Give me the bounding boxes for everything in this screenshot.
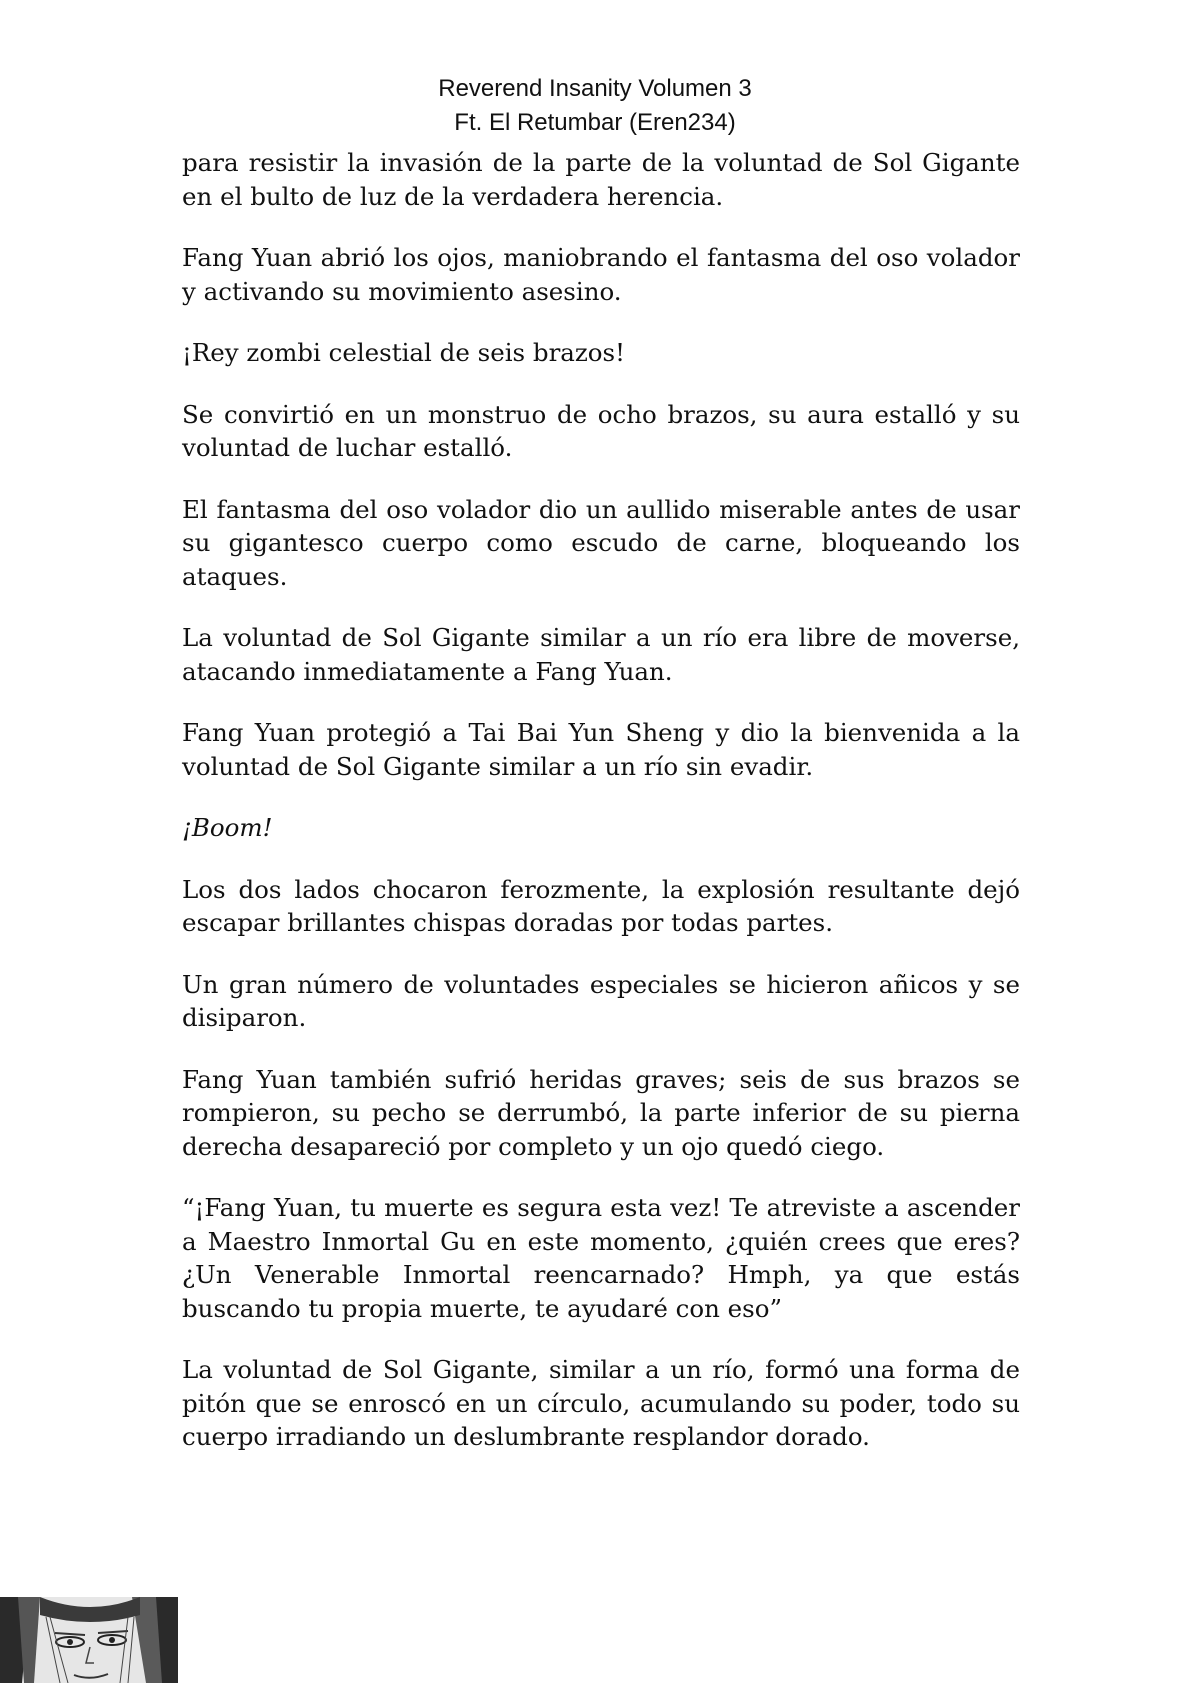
paragraph-13: La voluntad de Sol Gigante, similar a un río, formó una forma de pitón que se enroscó en un círculo, acumulando su poder, todo su cuerpo irradiando un deslumbrante resplandor dorado. — [182, 1355, 1020, 1451]
manga-character-portrait-icon — [0, 1597, 178, 1683]
paragraph-8: ¡Boom! — [182, 813, 273, 842]
paragraph-10: Un gran número de voluntades especiales se hicieron añicos y se disiparon. — [182, 969, 1020, 1032]
header-subtitle: Ft. El Retumbar (Eren234) — [454, 109, 736, 136]
paragraph-2: Fang Yuan abrió los ojos, maniobrando el fantasma del oso volador y activando su movimiento asesino. — [182, 243, 1020, 306]
paragraph-12: “¡Fang Yuan, tu muerte es segura esta vez! Te atreviste a ascender a Maestro Inmortal Gu en este momento, ¿quién crees que eres? ¿Un Venerable Inmortal reencarnado? Hmph, ya que estás buscando tu propia muerte, te ayudaré con eso” — [182, 1193, 1020, 1323]
portrait-drawing — [0, 1597, 178, 1683]
page-header — [0, 72, 1190, 140]
paragraph-4: Se convirtió en un monstruo de ocho brazos, su aura estalló y su voluntad de luchar estalló. — [182, 399, 1020, 462]
paragraph-7: Fang Yuan protegió a Tai Bai Yun Sheng y dio la bienvenida a la voluntad de Sol Gigante similar a un río sin evadir. — [182, 718, 1020, 781]
paragraph-9: Los dos lados chocaron ferozmente, la explosión resultante dejó escapar brillantes chispas doradas por todas partes. — [182, 874, 1020, 937]
paragraph-5: El fantasma del oso volador dio un aullido miserable antes de usar su gigantesco cuerpo como escudo de carne, bloqueando los ataques. — [182, 494, 1020, 591]
body-text — [182, 146, 1020, 1482]
paragraph-1: para resistir la invasión de la parte de la voluntad de Sol Gigante en el bulto de luz de la verdadera herencia. — [182, 148, 1020, 211]
paragraph-6: La voluntad de Sol Gigante similar a un río era libre de moverse, atacando inmediatamente a Fang Yuan. — [182, 623, 1020, 686]
paragraph-11: Fang Yuan también sufrió heridas graves; seis de sus brazos se rompieron, su pecho se derrumbó, la parte inferior de su pierna derecha desapareció por completo y un ojo quedó ciego. — [182, 1064, 1020, 1161]
paragraph-3: ¡Rey zombi celestial de seis brazos! — [182, 338, 625, 367]
header-title: Reverend Insanity Volumen 3 — [438, 75, 752, 102]
